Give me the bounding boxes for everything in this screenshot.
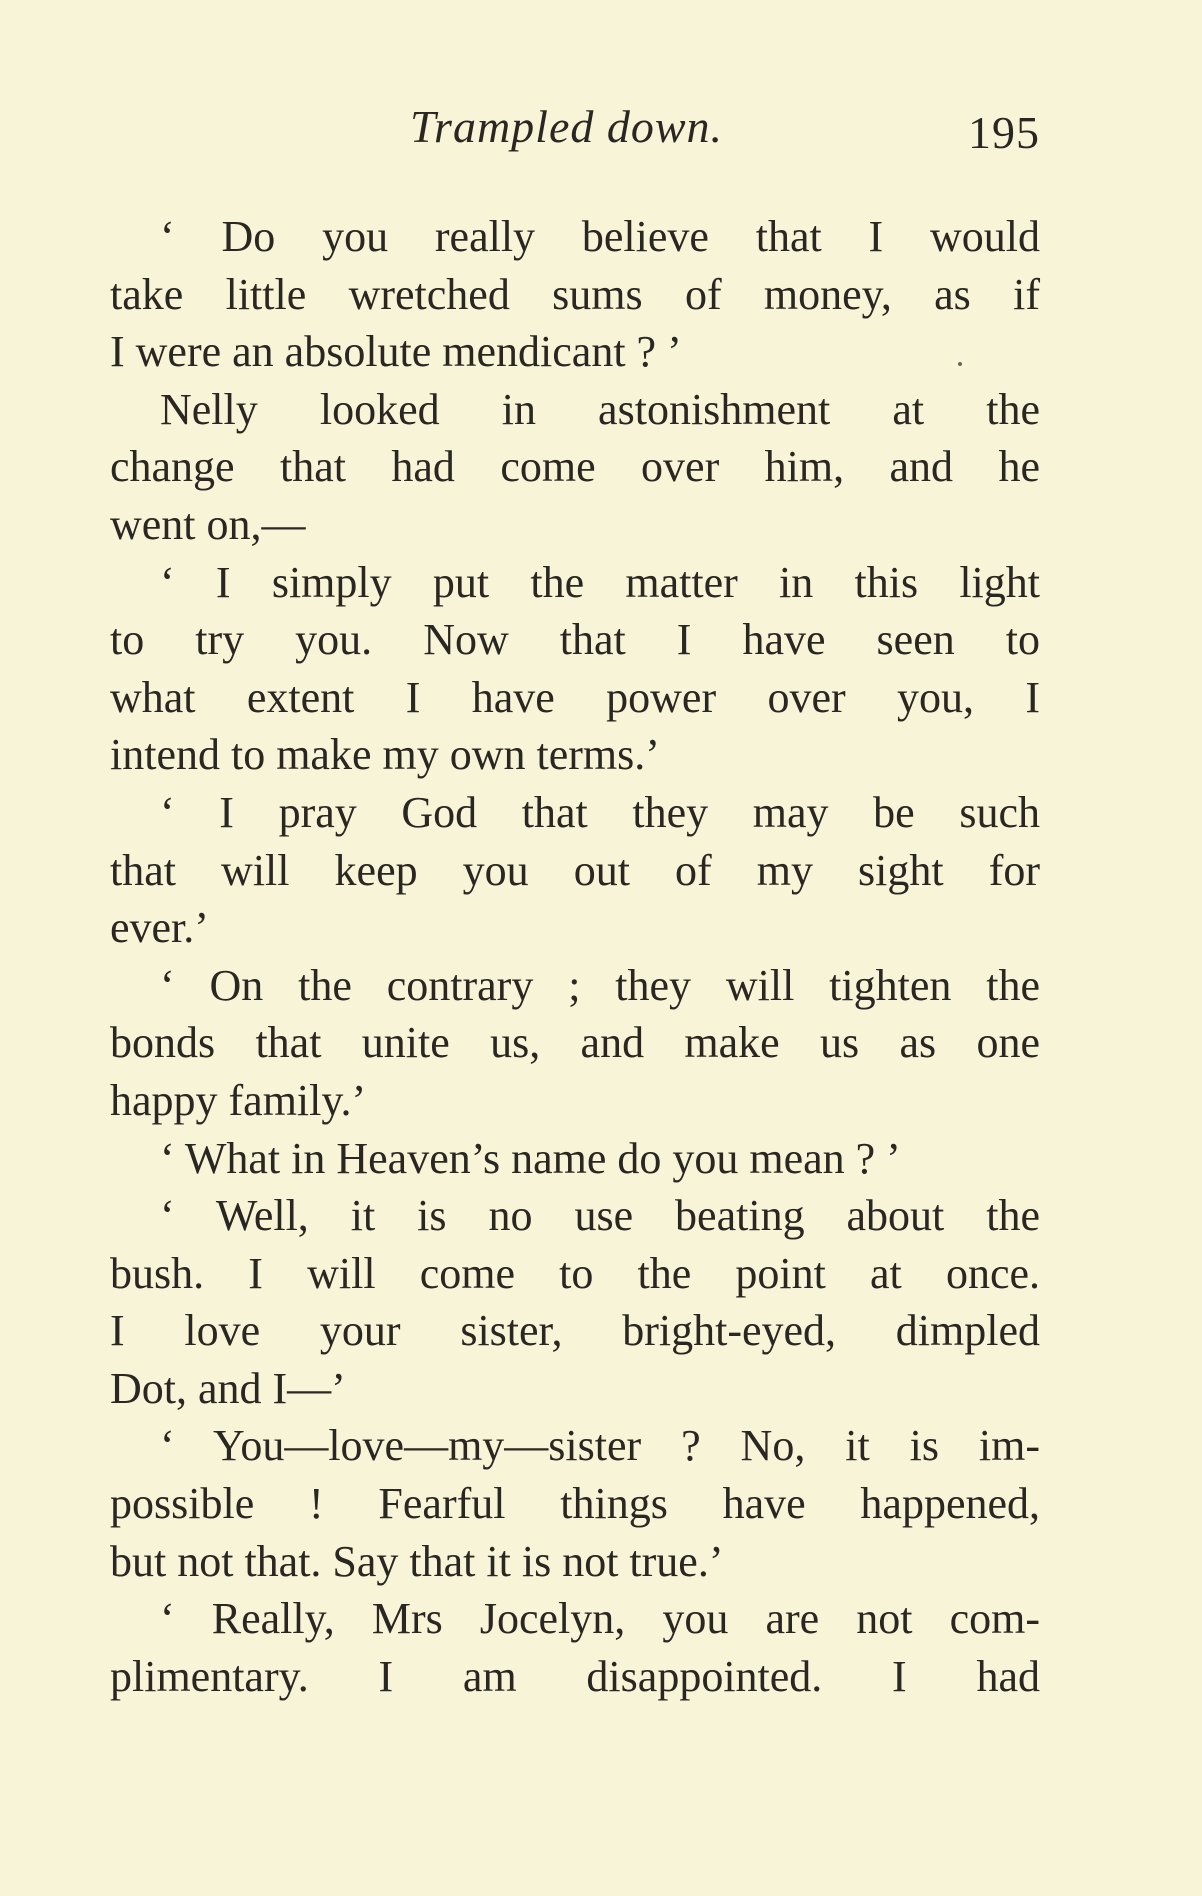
text-line: ‘ Well, it is no use beating about the <box>160 1191 1040 1241</box>
text-line: ever.’ <box>110 903 209 953</box>
text-line: ‘ Really, Mrs Jocelyn, you are not com- <box>160 1594 1040 1644</box>
body-text <box>110 208 1040 1705</box>
text-line: to try you. Now that I have seen to <box>110 615 1040 665</box>
text-line: what extent I have power over you, I <box>110 672 1040 722</box>
text-line: I were an absolute mendicant ? ’ <box>110 327 682 377</box>
text-line: Nelly looked in astonishment at the <box>160 384 1040 434</box>
text-line: went on,— <box>110 499 306 549</box>
text-line: possible ! Fearful things have happened, <box>110 1479 1040 1529</box>
text-line: take little wretched sums of money, as if <box>110 269 1040 319</box>
text-line: ‘ You—love—my—sister ? No, it is im- <box>160 1421 1040 1471</box>
text-line: ‘ I simply put the matter in this light <box>160 557 1040 607</box>
text-line: I love your sister, bright-eyed, dimpled <box>110 1306 1040 1356</box>
text-line: bush. I will come to the point at once. <box>110 1248 1040 1298</box>
page-number: 195 <box>968 107 1040 158</box>
text-line: ‘ What in Heaven’s name do you mean ? ’ <box>160 1133 901 1183</box>
running-head <box>110 100 1040 170</box>
running-title: Trampled down. <box>410 101 724 152</box>
text-line: ‘ On the contrary ; they will tighten the <box>160 960 1040 1010</box>
text-line: ‘ I pray God that they may be such <box>160 787 1040 837</box>
text-line: ‘ Do you really believe that I would <box>160 212 1040 261</box>
text-line: Dot, and I—’ <box>110 1363 346 1413</box>
text-line: change that had come over him, and he <box>110 442 1040 492</box>
text-line: that will keep you out of my sight for <box>110 845 1040 895</box>
text-line: happy family.’ <box>110 1075 367 1125</box>
text-line: but not that. Say that it is not true.’ <box>110 1536 724 1586</box>
text-line: plimentary. I am disappointed. I had <box>110 1651 1040 1701</box>
text-line: intend to make my own terms.’ <box>110 730 660 780</box>
text-line: bonds that unite us, and make us as one <box>110 1018 1040 1068</box>
